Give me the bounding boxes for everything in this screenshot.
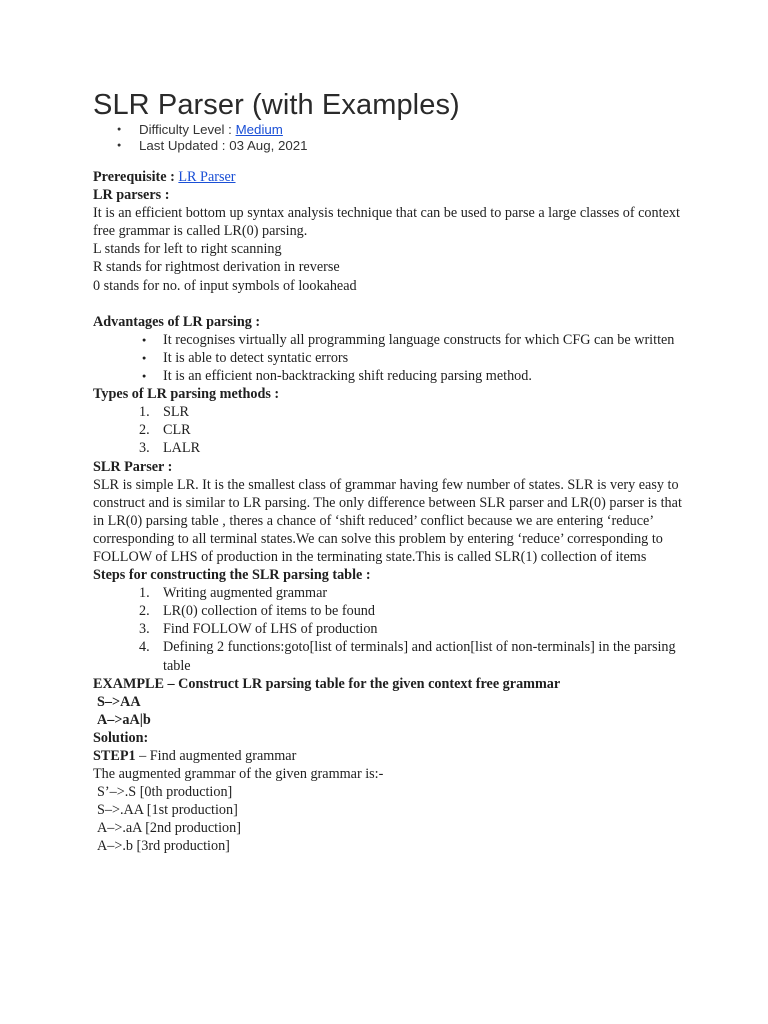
- article-meta: [93, 122, 693, 154]
- lr-parsers-heading-text: LR parsers :: [93, 187, 170, 204]
- document-page: [93, 88, 693, 856]
- grammar-rule-2: [93, 711, 693, 729]
- list-text: LALR: [163, 440, 201, 457]
- list-item: ● It is able to detect syntatic errors: [139, 349, 693, 367]
- steps-heading: [93, 566, 693, 584]
- spacer: [93, 295, 693, 313]
- list-item: ● It recognises virtually all programming language constructs for which CFG can be written: [139, 331, 693, 349]
- example-heading: [93, 675, 693, 693]
- production-2: A–>.aA [2nd production]: [97, 820, 241, 837]
- list-text: Writing augmented grammar: [163, 585, 328, 602]
- grammar-rule-1-text: S–>AA: [97, 693, 141, 710]
- difficulty-link[interactable]: Medium: [235, 122, 283, 137]
- list-text: SLR: [163, 404, 190, 421]
- list-item: [139, 421, 693, 439]
- list-text: CLR: [163, 422, 191, 439]
- augmented-intro: The augmented grammar of the given grammar is:-: [93, 766, 384, 783]
- types-heading-text: Types of LR parsing methods :: [93, 386, 280, 403]
- slr-heading-text: SLR Parser :: [93, 458, 173, 475]
- types-heading: [93, 385, 693, 403]
- list-text: LR(0) collection of items to be found: [163, 603, 375, 620]
- prerequisite-label: Prerequisite :: [93, 169, 179, 185]
- difficulty-level: [117, 122, 693, 138]
- steps-heading-text: Steps for constructing the SLR parsing table :: [93, 567, 371, 584]
- types-list: [93, 403, 693, 457]
- updated-date: 03 Aug, 2021: [229, 138, 308, 153]
- lr-parsers-heading: [93, 186, 693, 204]
- list-text: Find FOLLOW of LHS of production: [163, 621, 378, 638]
- list-number: 3.: [139, 621, 150, 638]
- list-number: 2.: [139, 422, 150, 439]
- example-heading-text: EXAMPLE – Construct LR parsing table for the given context free grammar: [93, 675, 561, 692]
- list-item: [139, 620, 693, 638]
- list-item: ● It is an efficient non-backtracking shift reducing parsing method.: [139, 367, 693, 385]
- lr-r-meaning: R stands for rightmost derivation in reverse: [93, 259, 340, 276]
- list-number: 2.: [139, 603, 150, 620]
- advantages-heading: [93, 313, 693, 331]
- list-item: [139, 439, 693, 457]
- steps-list: [93, 584, 693, 674]
- lr-parser-link[interactable]: LR Parser: [178, 169, 236, 185]
- updated-label: Last Updated :: [139, 138, 230, 153]
- list-number: 1.: [139, 585, 150, 602]
- lr-l-meaning: L stands for left to right scanning: [93, 241, 282, 258]
- list-text: Defining 2 functions:goto[list of terminals] and action[list of non-terminals] in the parsing table: [163, 639, 676, 674]
- list-number: 3.: [139, 440, 150, 457]
- lr-parsers-definition: It is an efficient bottom up syntax analysis technique that can be used to parse a large classes of context free grammar is called LR(0) parsing.: [93, 205, 680, 240]
- grammar-rule-2-text: A–>aA|b: [97, 711, 151, 728]
- list-item: [139, 638, 693, 674]
- list-item: [139, 584, 693, 602]
- production-0: S’–>.S [0th production]: [97, 784, 233, 801]
- solution-heading: [93, 729, 693, 747]
- solution-heading-text: Solution:: [93, 729, 149, 746]
- step1-line: [93, 747, 693, 765]
- article-body: [93, 168, 693, 856]
- list-item: [139, 602, 693, 620]
- step1-label: STEP1: [93, 748, 136, 764]
- advantages-list: [93, 331, 693, 385]
- list-number: 1.: [139, 404, 150, 421]
- slr-heading: [93, 458, 693, 476]
- production-1: S–>.AA [1st production]: [97, 802, 238, 819]
- last-updated: [117, 138, 693, 154]
- lr-0-meaning: 0 stands for no. of input symbols of lookahead: [93, 277, 357, 294]
- prerequisite-line: [93, 168, 693, 186]
- page-title: SLR Parser (with Examples): [93, 89, 460, 121]
- production-3: A–>.b [3rd production]: [97, 838, 230, 855]
- difficulty-label: Difficulty Level :: [139, 122, 236, 137]
- slr-description: SLR is simple LR. It is the smallest class of grammar having few number of states. SLR is very easy to construct and is similar to LR parsing. The only difference between SLR parser and LR(0) parser is that in LR(0) parsing table , theres a chance of ‘shift reduced’ conflict because we are entering ‘reduce’ corresponding to all terminal states.We can solve this problem by entering ‘reduce’ corresponding to FOLLOW of LHS of production in the terminating state.This is called SLR(1) collection of items: [93, 476, 682, 565]
- grammar-rule-1: [93, 693, 693, 711]
- list-number: 4.: [139, 639, 150, 656]
- list-item: [139, 403, 693, 421]
- step1-text: – Find augmented grammar: [135, 748, 297, 764]
- advantages-heading-text: Advantages of LR parsing :: [93, 313, 261, 330]
